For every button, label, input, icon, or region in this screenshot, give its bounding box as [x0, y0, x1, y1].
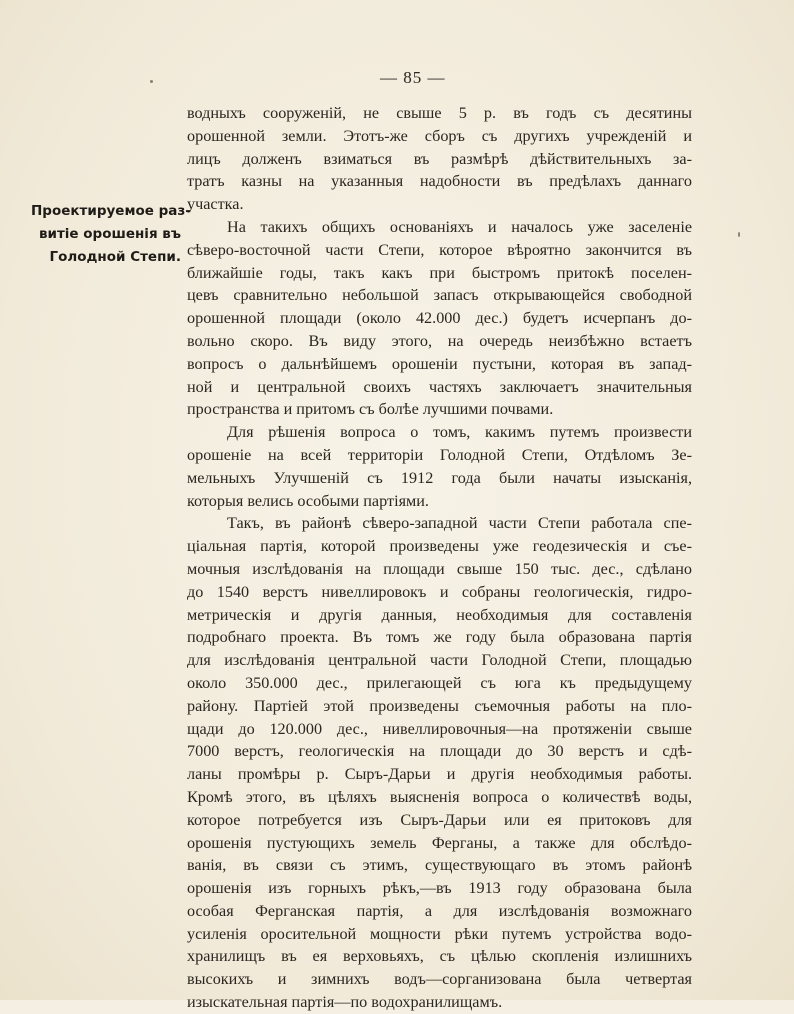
text-line: ванія, въ связи съ этимъ, существующаго въ этомъ районѣ [187, 856, 692, 875]
text-line: до 1540 верстъ нивеллировокъ и собраны геологическія, гидро- [187, 582, 692, 601]
text-line: Кромѣ этого, въ цѣляхъ выясненія вопроса о количествѣ воды, [187, 787, 692, 806]
text-line: орошенія пустующихъ земель Ферганы, а также для обслѣдо- [187, 833, 692, 852]
body-text [187, 102, 692, 1014]
text-line: участка. [187, 195, 244, 214]
margin-note-line: Проектируемое раз- [31, 203, 191, 219]
text-line: высокихъ и зимнихъ водъ—сорганизована была четвертая [187, 970, 692, 989]
text-line: ной и центральной своихъ частяхъ заключаетъ значительныя [187, 377, 692, 396]
page-number: — 85 — [380, 68, 446, 87]
text-line: Для рѣшенія вопроса о томъ, какимъ путемъ произвести [227, 423, 692, 442]
text-line: мочныя изслѣдованія на площади свыше 150 тыс. дес., сдѣлано [187, 559, 692, 578]
text-line: особая Ферганская партія, а для изслѣдованія возможнаго [187, 901, 692, 920]
text-line: которое потребуется изъ Сыръ-Дарьи или ея притоковъ для [187, 810, 692, 829]
margin-note-line: витіе орошенія въ [38, 225, 181, 242]
text-line: району. Партіей этой произведены съемочныя работы на пло- [187, 696, 692, 715]
text-line: орошенной площади (около 42.000 дес.) будетъ исчерпанъ до- [187, 309, 692, 328]
text-line: орошенной земли. Этотъ-же сборъ съ другихъ учрежденій и [187, 126, 692, 145]
text-line: цевъ сравнительно небольшой запасъ открывающейся свободной [187, 286, 692, 305]
text-line: На такихъ общихъ основаніяхъ и началось уже заселеніе [227, 217, 692, 236]
text-line: орошенія изъ горныхъ рѣкъ,—въ 1913 году образована была [187, 879, 692, 898]
text-line: 7000 верстъ, геологическія на площади до 30 верстъ и сдѣ- [187, 742, 692, 761]
text-line: пространства и притомъ съ болѣе лучшими почвами. [187, 400, 554, 419]
text-line: тратъ казны на указанныя надобности въ предѣлахъ даннаго [187, 172, 692, 191]
paper-speck [150, 80, 153, 83]
text-line: для изслѣдованія центральной части Голодной Степи, площадью [187, 651, 692, 670]
text-line: водныхъ сооруженій, не свыше 5 р. въ годъ съ десятины [187, 104, 692, 122]
text-line: подробнаго проекта. Въ томъ же году была образована партія [187, 628, 692, 647]
text-line: метрическія и другія данныя, необходимыя для составленія [187, 605, 692, 624]
text-line: ближайшіе годы, такъ какъ при быстромъ притокѣ поселен- [187, 263, 692, 282]
text-line: щади до 120.000 дес., нивеллировочныя—на протяженіи свыше [187, 719, 692, 738]
text-line: вопросъ о дальнѣйшемъ орошеніи пустыни, которая въ запад- [187, 354, 692, 373]
text-line: усиленія оросительной мощности рѣки путемъ устройства водо- [187, 924, 692, 943]
margin-note-line: Голодной Степи. [49, 248, 181, 265]
text-line: орошеніе на всей территоріи Голодной Степи, Отдѣломъ Зе- [187, 445, 692, 464]
text-line: хранилищъ въ ея верховьяхъ, съ цѣлью скопленія излишнихъ [187, 947, 692, 966]
text-line: лицъ долженъ взиматься въ размѣрѣ дѣйствительныхъ за- [187, 149, 692, 168]
text-line: изыскательная партія—по водохранилищамъ. [187, 993, 503, 1012]
paper-speck [738, 232, 740, 237]
margin-note [31, 200, 191, 268]
text-line: ланы промѣры р. Сыръ-Дарьи и другія необходимыя работы. [187, 765, 692, 784]
text-line: сѣверо-восточной части Степи, которое вѣроятно закончится въ [187, 240, 692, 259]
text-line: мельныхъ Улучшеній съ 1912 года были начаты изысканія, [187, 468, 692, 487]
text-line: которыя велись особыми партіями. [187, 491, 429, 510]
text-line: вольно скоро. Въ виду этого, на очередь неизбѣжно встаетъ [187, 331, 692, 350]
text-line: ціальная партія, которой произведены уже геодезическія и съе- [187, 537, 692, 556]
text-line: Такъ, въ районѣ сѣверо-западной части Степи работала спе- [227, 514, 692, 533]
text-line: около 350.000 дес., прилегающей съ юга къ предыдущему [187, 673, 692, 692]
